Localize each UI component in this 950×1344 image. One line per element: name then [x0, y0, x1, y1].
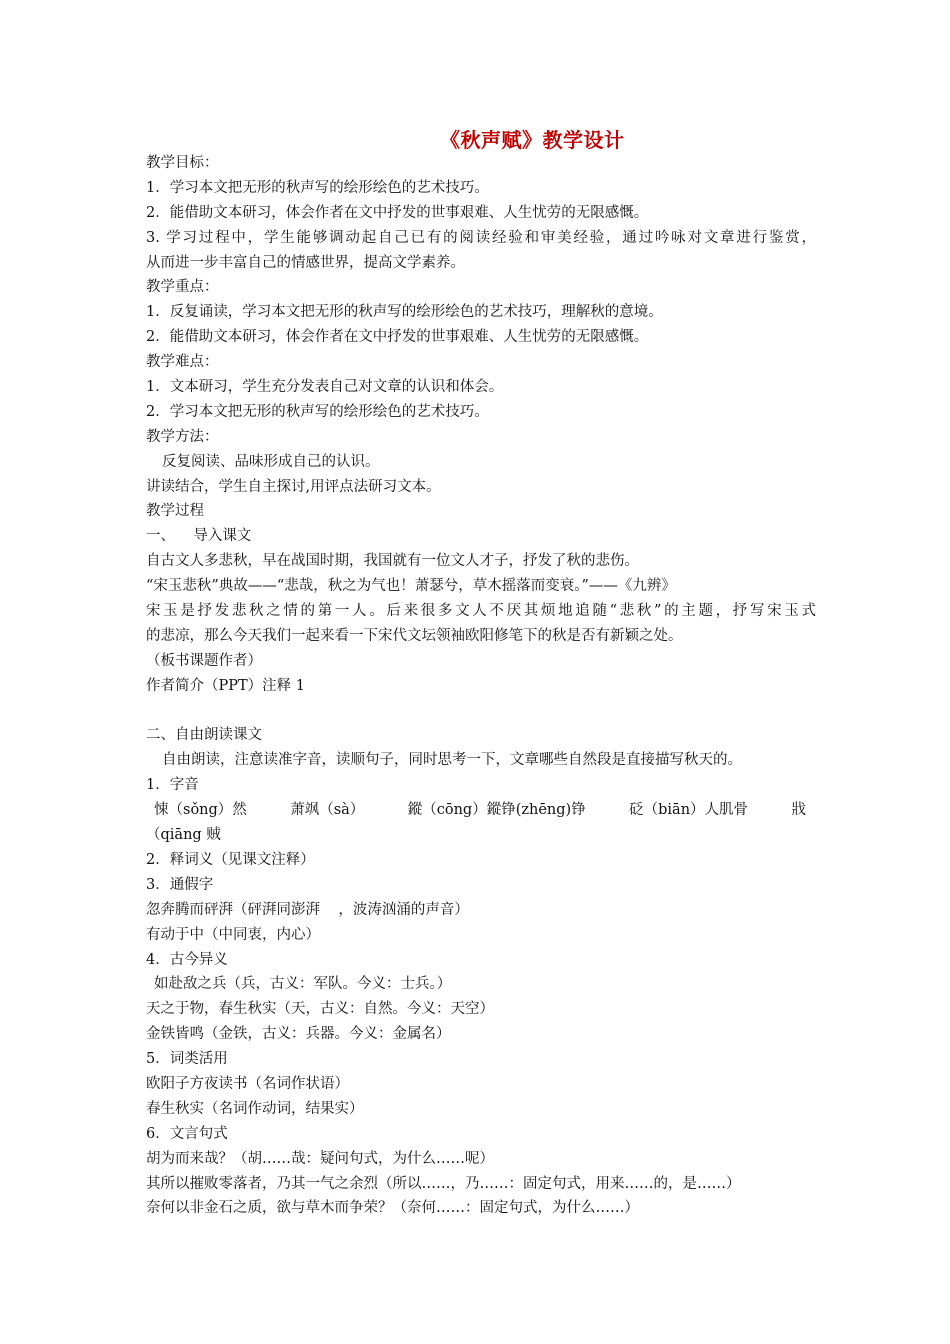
heading-key-points: 教学重点： [146, 279, 219, 296]
subheading-pronunciation: 1．字音 [146, 777, 199, 794]
document-body [146, 151, 826, 1221]
text-line: “宋玉悲秋”典故——“悲哉，秋之为气也！萧瑟兮，草木摇落而变衰。”——《九辨》 [146, 578, 676, 595]
text-line: 胡为而来哉？（胡……哉：疑问句式，为什么……呢） [146, 1150, 494, 1167]
pinyin-item: 萧飒（sà） [290, 802, 365, 819]
text-line: 从而进一步丰富自己的情感世界，提高文学素养。 [146, 254, 465, 271]
subheading-ancient-modern: 4．古今异义 [146, 951, 228, 968]
text-line: 的悲凉，那么今天我们一起来看一下宋代文坛领袖欧阳修笔下的秋是否有新颖之处。 [146, 627, 683, 644]
text-line: 自由朗读，注意读准字音，读顺句子，同时思考一下，文章哪些自然段是直接描写秋天的。 [162, 752, 742, 769]
pinyin-item: 戕 [791, 802, 806, 819]
pinyin-item: 悚（sǒng）然 [154, 802, 247, 819]
text-line: 天之于物，春生秋实（天，古义：自然。今义：天空） [146, 1001, 494, 1018]
heading-difficulties: 教学难点： [146, 354, 219, 371]
heading-objectives: 教学目标： [146, 155, 219, 171]
subheading-word-class: 5．词类活用 [146, 1051, 228, 1068]
text-line: 春生秋实（名词作动词，结果实） [146, 1100, 364, 1117]
section-heading-intro: 一、 导入课文 [146, 528, 252, 545]
subheading-sentence-patterns: 6．文言句式 [146, 1125, 228, 1142]
text-line: （板书课题作者） [146, 652, 262, 669]
text-line: 宋玉是抒发悲秋之情的第一人。后来很多文人不厌其烦地追随“悲秋”的主题，抒写宋玉式 [146, 603, 816, 620]
heading-methods: 教学方法： [146, 428, 219, 445]
subheading-tongjia: 3．通假字 [146, 876, 214, 893]
text-line: 欧阳子方夜读书（名词作状语） [146, 1075, 349, 1092]
pinyin-row [146, 798, 806, 823]
text-line: 2．学习本文把无形的秋声写的绘形绘色的艺术技巧。 [146, 403, 489, 420]
text-line: 1．文本研习，学生充分发表自己对文章的认识和体会。 [146, 379, 504, 396]
text-line: 2．能借助文本研习，体会作者在文中抒发的世事艰难、人生忧劳的无限感慨。 [146, 204, 649, 221]
text-line: 有动于中（中同衷，内心） [146, 926, 320, 943]
pinyin-item: 鏦（cōng）鏦铮(zhēng)铮 [407, 802, 586, 819]
text-line: 1．反复诵读，学习本文把无形的秋声写的绘形绘色的艺术技巧，理解秋的意境。 [146, 304, 663, 321]
subheading-word-meaning: 2．释词义（见课文注释） [146, 851, 315, 868]
text-line: 讲读结合，学生自主探讨,用评点法研习文本。 [146, 478, 441, 495]
text-line: （qiāng 贼 [146, 827, 221, 844]
text-line: 奈何以非金石之质，欲与草木而争荣？（奈何……：固定句式，为什么……） [146, 1200, 639, 1217]
text-line: 作者简介（PPT）注释 1 [146, 677, 306, 694]
blank-line [146, 699, 826, 724]
text-line: 金铁皆鸣（金铁，古义：兵器。今义：金属名） [146, 1026, 451, 1043]
text-line: 1．学习本文把无形的秋声写的绘形绘色的艺术技巧。 [146, 179, 489, 196]
text-line: 反复阅读、品味形成自己的认识。 [162, 453, 380, 470]
section-heading-reading: 二、自由朗读课文 [146, 727, 262, 744]
document-title: 《秋声赋》教学设计 [440, 128, 625, 152]
heading-process: 教学过程 [146, 503, 204, 520]
text-line: 3. 学习过程中，学生能够调动起自己已有的阅读经验和审美经验，通过吟咏对文章进行鉴赏， [146, 229, 816, 246]
text-line: 其所以摧败零落者，乃其一气之余烈（所以……，乃……：固定句式，用来……的，是……） [146, 1175, 741, 1192]
text-line: 忽奔腾而砰湃（砰湃同澎湃 ，波涛汹涌的声音） [146, 901, 469, 918]
text-line: 如赴敌之兵（兵，古义：军队。今义：士兵。） [154, 976, 452, 993]
text-line: 自古文人多悲秋，早在战国时期，我国就有一位文人才子，抒发了秋的悲伤。 [146, 553, 639, 570]
text-line: 2．能借助文本研习，体会作者在文中抒发的世事艰难、人生忧劳的无限感慨。 [146, 329, 649, 346]
pinyin-item: 砭（biān）人肌骨 [629, 802, 749, 819]
